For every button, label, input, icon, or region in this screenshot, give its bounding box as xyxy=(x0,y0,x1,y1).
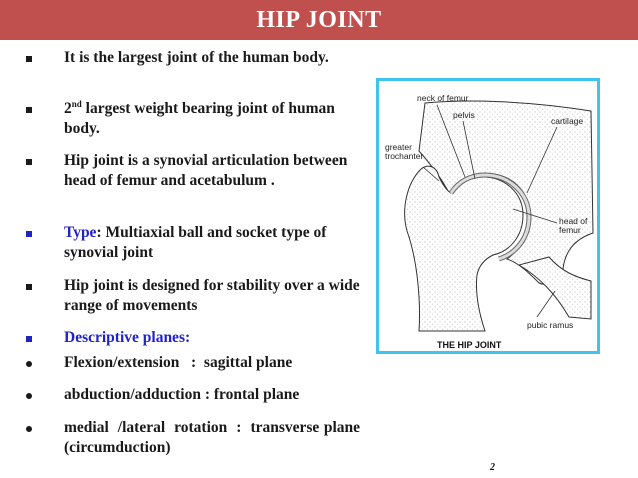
round-bullet-icon xyxy=(26,361,32,367)
slide-title: HIP JOINT xyxy=(0,0,638,40)
square-bullet-icon xyxy=(26,159,32,165)
bullet-item xyxy=(24,99,360,139)
bullet-text: Descriptive planes: xyxy=(64,329,191,346)
round-bullet-icon xyxy=(26,426,32,432)
bullet-text: Flexion/extension : sagittal plane xyxy=(64,354,293,371)
square-bullet-icon xyxy=(26,231,32,237)
label-greater-trochanter: greater trochanter xyxy=(385,142,424,161)
square-bullet-icon xyxy=(26,107,32,113)
bullet-item xyxy=(24,385,299,405)
page-number: 2 xyxy=(490,462,495,473)
square-bullet-icon xyxy=(26,56,32,62)
label-pelvis: pelvis xyxy=(453,110,475,120)
bullet-text: Hip joint is a synovial articulation between head of femur and acetabulum . xyxy=(64,152,348,189)
label-cartilage: cartilage xyxy=(551,116,584,126)
bullet-text: It is the largest joint of the human body. xyxy=(64,49,329,66)
bullet-text: abduction/adduction : frontal plane xyxy=(64,386,300,403)
type-label: Type xyxy=(64,224,97,241)
figure-caption: THE HIP JOINT xyxy=(437,340,502,350)
label-pubic-ramus: pubic ramus xyxy=(527,320,574,330)
label-neck-of-femur: neck of femur xyxy=(417,93,469,103)
square-bullet-icon xyxy=(26,336,32,342)
square-bullet-icon xyxy=(26,284,32,290)
bullet-item xyxy=(24,223,360,263)
bullet-text: Hip joint is designed for stability over a wide range of movements xyxy=(64,277,360,314)
bullet-item xyxy=(24,418,364,458)
superscript: nd xyxy=(71,98,82,109)
bullet-item xyxy=(24,328,190,348)
label-head-of-femur: head of femur xyxy=(559,216,588,235)
hip-joint-figure xyxy=(376,78,600,354)
round-bullet-icon xyxy=(26,393,32,399)
bullet-item xyxy=(24,276,360,316)
bullet-item xyxy=(24,353,292,373)
bullet-text: 2nd largest weight bearing joint of human body. xyxy=(64,98,335,137)
bullet-text: medial /lateral rotation : transverse plane (circumduction) xyxy=(64,419,364,456)
bullet-item xyxy=(24,151,360,191)
bullet-text: Type: Multiaxial ball and socket type of synovial joint xyxy=(64,224,327,261)
bullet-item xyxy=(24,48,329,68)
